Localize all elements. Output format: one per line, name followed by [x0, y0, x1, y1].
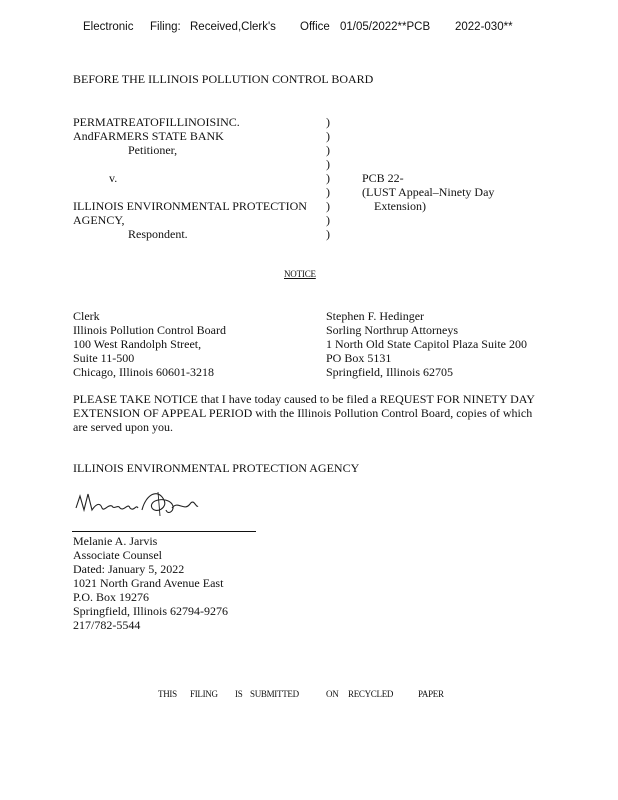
signer-name: Melanie A. Jarvis: [73, 534, 158, 548]
footer-word: PAPER: [418, 689, 444, 699]
bracket: ): [326, 129, 330, 143]
caption-versus: v.: [109, 171, 118, 185]
signer-phone: 217/782-5544: [73, 618, 141, 632]
caption-brackets: [326, 115, 330, 241]
caption-petitioner-2: AndFARMERS STATE BANK: [73, 129, 224, 143]
stamp-received: Received,Clerk's: [190, 21, 276, 33]
addressee-line: Chicago, Illinois 60601-3218: [73, 365, 214, 379]
footer-word: IS: [235, 689, 243, 699]
case-info: [362, 171, 494, 213]
recycled-paper-footer: [0, 689, 618, 701]
addressee-line: Illinois Pollution Control Board: [73, 323, 227, 337]
signature-line: [72, 531, 256, 532]
stamp-filing: Filing:: [150, 21, 181, 33]
footer-word: SUBMITTED: [250, 689, 299, 699]
addressee-line: 1 North Old State Capitol Plaza Suite 200: [326, 337, 527, 351]
stamp-office: Office: [300, 21, 330, 33]
stamp-electronic: Electronic: [83, 21, 134, 33]
addressee-left: [73, 309, 226, 379]
addressee-line: Stephen F. Hedinger: [326, 309, 425, 323]
bracket: ): [326, 171, 330, 185]
addressee-line: Suite 11-500: [73, 351, 135, 365]
caption-blank-1: [73, 157, 307, 171]
filing-stamp: [0, 21, 618, 37]
bracket: ): [326, 185, 330, 199]
signer-address: 1021 North Grand Avenue East: [73, 576, 224, 590]
caption-petitioner-1: PERMATREATOFILLINOISINC.: [73, 115, 240, 129]
caption-respondent-2: AGENCY,: [73, 213, 125, 227]
handwritten-signature: [72, 486, 202, 526]
caption-blank-2: [73, 185, 307, 199]
stamp-date-pcb: 01/05/2022**PCB: [340, 21, 431, 33]
addressee-line: 100 West Randolph Street,: [73, 337, 202, 351]
case-number: PCB 22-: [362, 171, 404, 185]
addressee-line: Springfield, Illinois 62705: [326, 365, 453, 379]
bracket: ): [326, 199, 330, 213]
signature-date: Dated: January 5, 2022: [73, 562, 185, 576]
caption-respondent-role: Respondent.: [128, 227, 188, 241]
bracket: ): [326, 115, 330, 129]
notice-body-line: PLEASE TAKE NOTICE that I have today caused to be filed a REQUEST FOR NINETY DAY: [73, 392, 535, 406]
bracket: ): [326, 213, 330, 227]
stamp-number: 2022-030**: [455, 21, 513, 33]
notice-body-line: are served upon you.: [73, 420, 173, 434]
footer-word: FILING: [190, 689, 218, 699]
agency-name: ILLINOIS ENVIRONMENTAL PROTECTION AGENCY: [73, 461, 360, 475]
addressee-right: [326, 309, 527, 379]
caption-respondent-1: ILLINOIS ENVIRONMENTAL PROTECTION: [73, 199, 307, 213]
addressee-line: Clerk: [73, 309, 100, 323]
bracket: ): [326, 143, 330, 157]
board-title: BEFORE THE ILLINOIS POLLUTION CONTROL BOARD: [73, 72, 374, 86]
signer-pobox: P.O. Box 19276: [73, 590, 150, 604]
bracket: ): [326, 227, 330, 241]
signer-title: Associate Counsel: [73, 548, 162, 562]
addressee-line: PO Box 5131: [326, 351, 392, 365]
signature-block: [73, 534, 228, 632]
footer-word: RECYCLED: [348, 689, 394, 699]
notice-heading: NOTICE: [284, 269, 316, 279]
case-type-2: Extension): [374, 199, 426, 213]
caption-petitioner-role: Petitioner,: [128, 143, 178, 157]
addressee-line: Sorling Northrup Attorneys: [326, 323, 458, 337]
notice-body-line: EXTENSION OF APPEAL PERIOD with the Illinois Pollution Control Board, copies of which: [73, 406, 533, 420]
case-type-1: (LUST Appeal–Ninety Day: [362, 185, 495, 199]
footer-word: THIS: [158, 689, 177, 699]
caption-parties: [73, 115, 307, 241]
footer-word: ON: [326, 689, 339, 699]
notice-body: [73, 392, 535, 434]
signer-city: Springfield, Illinois 62794-9276: [73, 604, 228, 618]
bracket: ): [326, 157, 330, 171]
